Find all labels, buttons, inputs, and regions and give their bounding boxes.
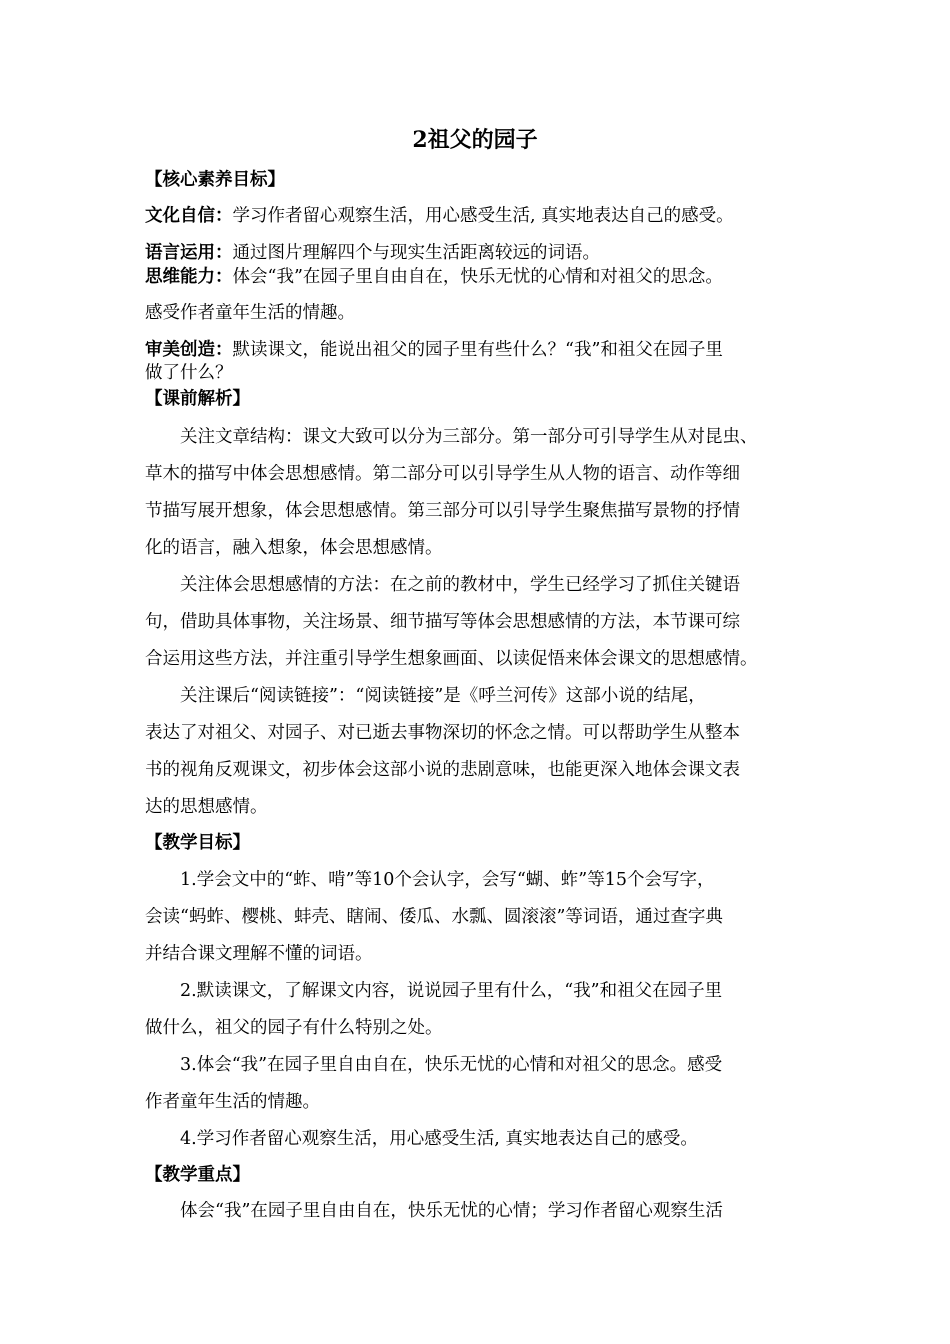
goal-1-line-2: 会读“蚂蚱、樱桃、蚌壳、瞎闹、倭瓜、水瓢、圆滚滚”等词语，通过查字典 bbox=[145, 907, 723, 927]
section-heading-analysis: 【课前解析】 bbox=[145, 389, 250, 409]
core-culture-text: 学习作者留心观察生活，用心感受生活, 真实地表达自己的感受。 bbox=[232, 206, 734, 226]
goal-3-line-1: 3.体会“我”在园子里自由自在，快乐无忧的心情和对祖父的思念。感受 bbox=[180, 1055, 723, 1075]
analysis-p1-line-3: 节描写展开想象，体会思想感情。第三部分可以引导学生聚焦描写景物的抒情 bbox=[145, 501, 740, 521]
analysis-p3-line-4: 达的思想感情。 bbox=[145, 797, 268, 817]
goal-1-line-3: 并结合课文理解不懂的词语。 bbox=[145, 944, 373, 964]
goal-3-line-2: 作者童年生活的情趣。 bbox=[145, 1092, 320, 1112]
core-culture-label: 文化自信： bbox=[145, 206, 233, 226]
section-heading-key: 【教学重点】 bbox=[145, 1165, 250, 1185]
analysis-p3-line-2: 表达了对祖父、对园子、对已逝去事物深切的怀念之情。可以帮助学生从整本 bbox=[145, 723, 740, 743]
goal-2-line-2: 做什么，祖父的园子有什么特别之处。 bbox=[145, 1018, 443, 1038]
page-title: 2祖父的园子 bbox=[412, 127, 538, 153]
core-thinking-text-2: 感受作者童年生活的情趣。 bbox=[145, 303, 355, 323]
core-aesthetic-label: 审美创造： bbox=[145, 340, 233, 360]
analysis-p2-line-1: 关注体会思想感情的方法：在之前的教材中，学生已经学习了抓住关键语 bbox=[180, 575, 740, 595]
goal-4-line-1: 4.学习作者留心观察生活，用心感受生活, 真实地表达自己的感受。 bbox=[180, 1129, 698, 1149]
analysis-p1-line-2: 草木的描写中体会思想感情。第二部分可以引导学生从人物的语言、动作等细 bbox=[145, 464, 740, 484]
analysis-p1-line-1: 关注文章结构：课文大致可以分为三部分。第一部分可引导学生从对昆虫、 bbox=[180, 427, 758, 447]
core-culture-line bbox=[145, 203, 815, 229]
analysis-p2-line-2: 句，借助具体事物，关注场景、细节描写等体会思想感情的方法，本节课可综 bbox=[145, 612, 740, 632]
goal-2-line-1: 2.默读课文，了解课文内容，说说园子里有什么，“我”和祖父在园子里 bbox=[180, 981, 723, 1001]
analysis-p1-line-4: 化的语言，融入想象，体会思想感情。 bbox=[145, 538, 443, 558]
goal-1-line-1: 1.学会文中的“蚱、啃”等10个会认字，会写“蝴、蚱”等15个会写字， bbox=[180, 870, 715, 890]
core-aesthetic-text-1: 默读课文，能说出祖父的园子里有些什么？“我”和祖父在园子里 bbox=[232, 340, 723, 360]
core-aesthetic-text-2: 做了什么？ bbox=[145, 363, 233, 383]
core-thinking-text-1: 体会“我”在园子里自由自在，快乐无忧的心情和对祖父的思念。 bbox=[232, 267, 723, 287]
core-thinking-label: 思维能力： bbox=[145, 267, 233, 287]
core-language-text: 通过图片理解四个与现实生活距离较远的词语。 bbox=[232, 243, 600, 263]
analysis-p3-line-3: 书的视角反观课文，初步体会这部小说的悲剧意味，也能更深入地体会课文表 bbox=[145, 760, 740, 780]
core-language-label: 语言运用： bbox=[145, 243, 233, 263]
core-language-line bbox=[145, 240, 815, 266]
section-heading-goals: 【教学目标】 bbox=[145, 833, 250, 853]
analysis-p2-line-3: 合运用这些方法，并注重引导学生想象画面、以读促悟来体会课文的思想感情。 bbox=[145, 649, 758, 669]
key-line-1: 体会“我”在园子里自由自在，快乐无忧的心情；学习作者留心观察生活 bbox=[180, 1201, 723, 1221]
analysis-p3-line-1: 关注课后“阅读链接”：“阅读链接”是《呼兰河传》这部小说的结尾， bbox=[180, 686, 706, 706]
section-heading-core: 【核心素养目标】 bbox=[145, 170, 285, 190]
core-thinking-line bbox=[145, 264, 815, 290]
